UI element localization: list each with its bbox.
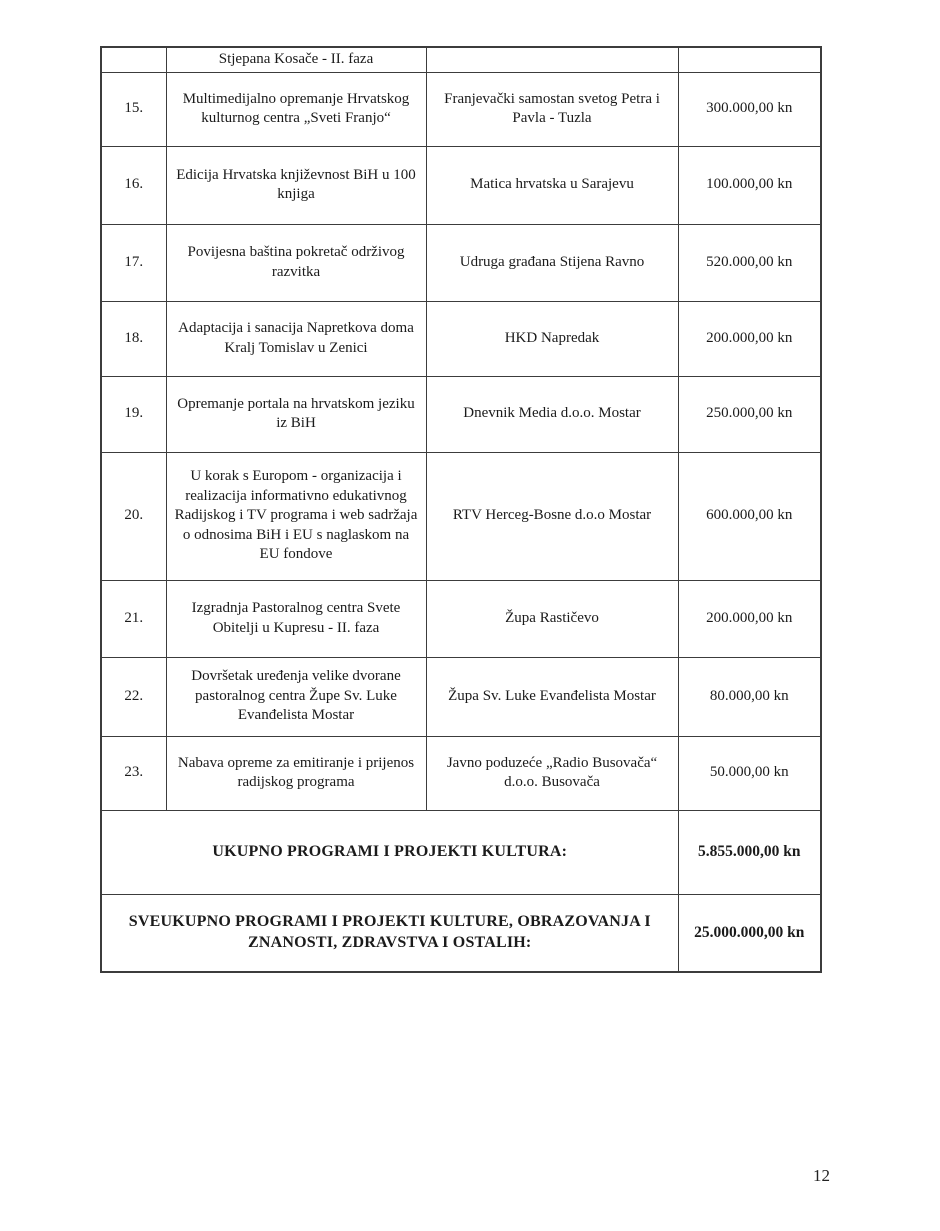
row-number-cell: 23. <box>101 736 166 810</box>
beneficiary-cell: Javno poduzeće „Radio Busovača“ d.o.o. Busovača <box>426 736 678 810</box>
table-row <box>101 301 821 376</box>
project-cell: Dovršetak uređenja velike dvorane pastoralnog centra Župe Sv. Luke Evanđelista Mostar <box>166 657 426 736</box>
beneficiary-cell: Udruga građana Stijena Ravno <box>426 224 678 301</box>
table-row-grand-total <box>101 894 821 972</box>
project-cell: Multimedijalno opremanje Hrvatskog kulturnog centra „Sveti Franjo“ <box>166 72 426 146</box>
amount-cell: 100.000,00 kn <box>678 146 821 224</box>
table-row <box>101 736 821 810</box>
amount-cell: 200.000,00 kn <box>678 580 821 657</box>
amount-cell: 200.000,00 kn <box>678 301 821 376</box>
amount-cell: 250.000,00 kn <box>678 376 821 452</box>
project-cell: Stjepana Kosače - II. faza <box>166 47 426 72</box>
amount-cell: 80.000,00 kn <box>678 657 821 736</box>
amount-cell: 300.000,00 kn <box>678 72 821 146</box>
row-number-cell: 20. <box>101 452 166 580</box>
amount-cell: 520.000,00 kn <box>678 224 821 301</box>
row-number-cell: 15. <box>101 72 166 146</box>
grants-table <box>100 46 822 973</box>
project-cell: Nabava opreme za emitiranje i prijenos radijskog programa <box>166 736 426 810</box>
amount-cell <box>678 47 821 72</box>
amount-cell: 600.000,00 kn <box>678 452 821 580</box>
project-cell: Povijesna baština pokretač održivog razvitka <box>166 224 426 301</box>
grand-total-label: SVEUKUPNO PROGRAMI I PROJEKTI KULTURE, OBRAZOVANJA I ZNANOSTI, ZDRAVSTVA I OSTALIH: <box>101 894 678 972</box>
beneficiary-cell: Župa Rastičevo <box>426 580 678 657</box>
grand-total-amount: 25.000.000,00 kn <box>678 894 821 972</box>
beneficiary-cell: Župa Sv. Luke Evanđelista Mostar <box>426 657 678 736</box>
table-row <box>101 146 821 224</box>
beneficiary-cell: Matica hrvatska u Sarajevu <box>426 146 678 224</box>
table-row <box>101 224 821 301</box>
row-number-cell: 19. <box>101 376 166 452</box>
row-number-cell <box>101 47 166 72</box>
row-number-cell: 18. <box>101 301 166 376</box>
amount-cell: 50.000,00 kn <box>678 736 821 810</box>
project-cell: Adaptacija i sanacija Napretkova doma Kralj Tomislav u Zenici <box>166 301 426 376</box>
subtotal-label: UKUPNO PROGRAMI I PROJEKTI KULTURA: <box>101 810 678 894</box>
project-cell: U korak s Europom - organizacija i realizacija informativno edukativnog Radijskog i TV programa i web sadržaja o odnosima BiH i EU s naglaskom na EU fondove <box>166 452 426 580</box>
project-cell: Izgradnja Pastoralnog centra Svete Obitelji u Kupresu - II. faza <box>166 580 426 657</box>
beneficiary-cell: HKD Napredak <box>426 301 678 376</box>
row-number-cell: 17. <box>101 224 166 301</box>
table-row <box>101 72 821 146</box>
table-row-subtotal <box>101 810 821 894</box>
table-row <box>101 657 821 736</box>
project-cell: Opremanje portala na hrvatskom jeziku iz BiH <box>166 376 426 452</box>
table-row <box>101 376 821 452</box>
page-number: 12 <box>813 1166 830 1185</box>
row-number-cell: 21. <box>101 580 166 657</box>
beneficiary-cell <box>426 47 678 72</box>
subtotal-amount: 5.855.000,00 kn <box>678 810 821 894</box>
project-cell: Edicija Hrvatska književnost BiH u 100 knjiga <box>166 146 426 224</box>
table-row-carryover <box>101 47 821 72</box>
row-number-cell: 22. <box>101 657 166 736</box>
beneficiary-cell: Dnevnik Media d.o.o. Mostar <box>426 376 678 452</box>
table-row <box>101 452 821 580</box>
row-number-cell: 16. <box>101 146 166 224</box>
beneficiary-cell: Franjevački samostan svetog Petra i Pavla - Tuzla <box>426 72 678 146</box>
table-row <box>101 580 821 657</box>
beneficiary-cell: RTV Herceg-Bosne d.o.o Mostar <box>426 452 678 580</box>
